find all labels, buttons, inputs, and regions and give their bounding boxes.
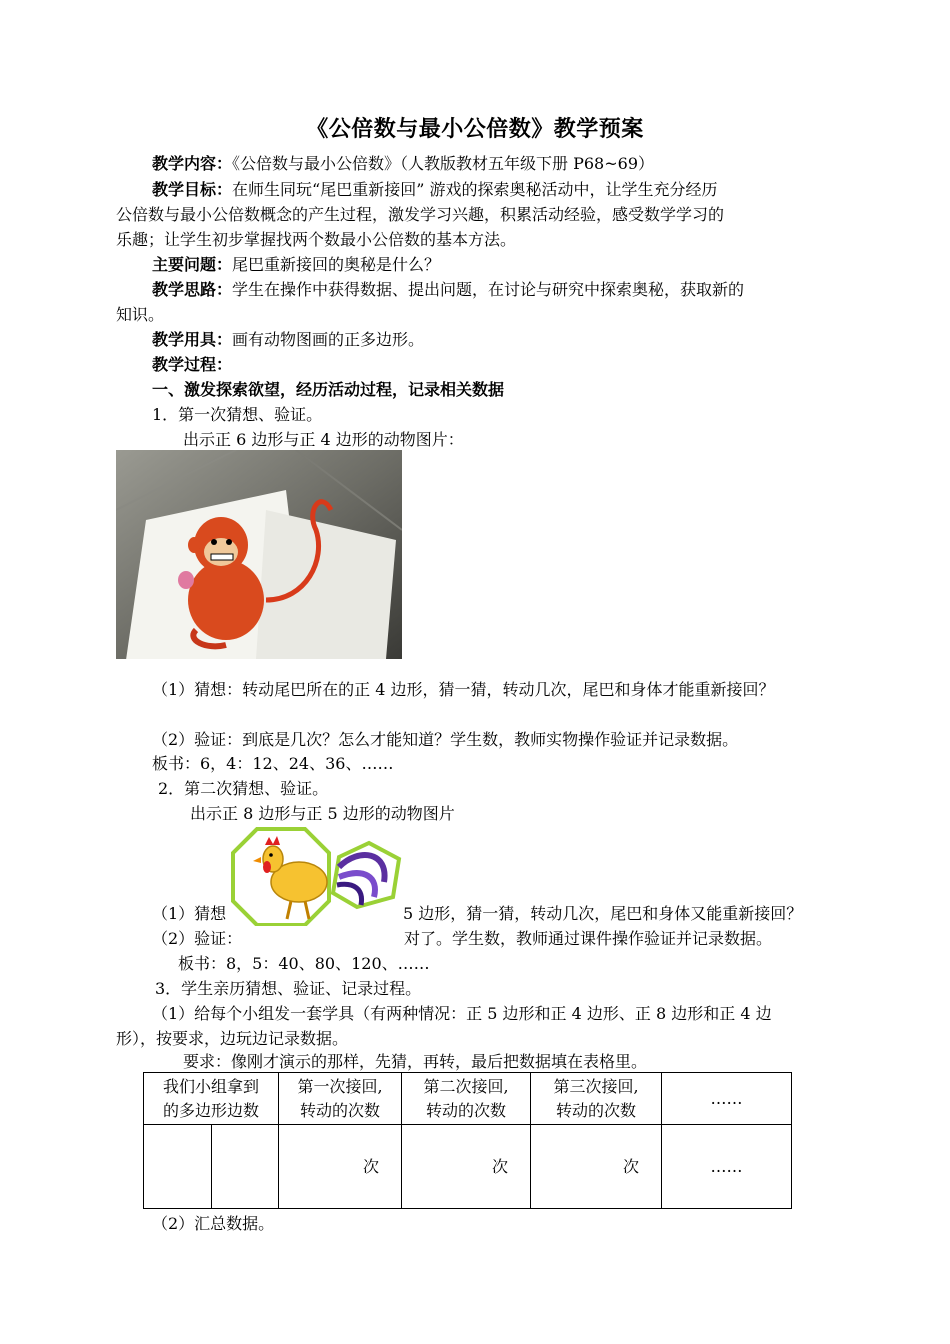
rooster-picture	[229, 827, 402, 926]
problem-line	[152, 252, 872, 277]
step-2-verify-end: 对了。学生数，教师通过课件操作验证并记录数据。	[404, 929, 773, 948]
header-first-line-2: 转动的次数	[300, 1100, 381, 1120]
step-1-show: 出示正 6 边形与正 4 边形的动物图片：	[183, 430, 464, 449]
cell-first-count[interactable]: 次	[279, 1125, 402, 1209]
cell-sides-a[interactable]	[144, 1125, 212, 1209]
header-first-line-1: 第一次接回,	[297, 1076, 383, 1096]
process-label: 教学过程：	[152, 355, 233, 374]
goal-line-1	[152, 177, 872, 202]
problem-text: 尾巴重新接回的奥秘是什么？	[232, 255, 441, 274]
step-3-title: 3．学生亲历猜想、验证、记录过程。	[155, 979, 422, 998]
step-2-verify-start: （2）验证：	[152, 929, 243, 948]
step-2-title: 2．第二次猜想、验证。	[158, 779, 329, 798]
tools-text: 画有动物图画的正多边形。	[232, 330, 425, 349]
step-2-guess-start: （1）猜想	[152, 904, 227, 923]
table-row	[144, 1125, 792, 1209]
tools-label: 教学用具：	[152, 330, 233, 349]
step-3-p2: （2）汇总数据。	[152, 1214, 275, 1233]
header-ellipsis: ……	[662, 1073, 792, 1125]
step-1-guess: （1）猜想：转动尾巴所在的正 4 边形，猜一猜，转动几次，尾巴和身体才能重新接回？	[152, 680, 775, 699]
record-table	[143, 1072, 792, 1209]
header-second-line-2: 转动的次数	[426, 1100, 507, 1120]
tools-line	[152, 327, 872, 352]
monkey-photo	[116, 450, 402, 659]
idea-text-1: 学生在操作中获得数据、提出问题，在讨论与研究中探索奥秘，获取新的	[232, 280, 745, 299]
goal-label: 教学目标：	[152, 180, 233, 199]
header-third	[531, 1073, 662, 1125]
step-2-guess-end: 5 边形，猜一猜，转动几次，尾巴和身体又能重新接回？	[403, 904, 803, 923]
step-3-requirement: 要求：像刚才演示的那样，先猜，再转，最后把数据填在表格里。	[183, 1052, 648, 1071]
header-first	[279, 1073, 402, 1125]
goal-text-1: 在师生同玩“尾巴重新接回” 游戏的探索奥秘活动中，让学生充分经历	[232, 180, 718, 199]
step-1-verify: （2）验证：到底是几次？怎么才能知道？学生数，教师实物操作验证并记录数据。	[152, 730, 739, 749]
header-third-line-1: 第三次接回,	[553, 1076, 639, 1096]
idea-line-1	[152, 277, 872, 302]
header-second-line-1: 第二次接回,	[423, 1076, 509, 1096]
step-2-show: 出示正 8 边形与正 5 边形的动物图片	[190, 804, 455, 823]
step-1-board: 板书：6，4：12、24、36、……	[152, 754, 394, 773]
rooster-graphic	[229, 827, 402, 926]
cell-third-count[interactable]: 次	[531, 1125, 662, 1209]
step-1-title: 1．第一次猜想、验证。	[152, 405, 323, 424]
cell-ellipsis: ……	[662, 1125, 792, 1209]
monkey-photo-graphic	[116, 450, 402, 659]
goal-line-2: 公倍数与最小公倍数概念的产生过程，激发学习兴趣，积累活动经验，感受数学学习的	[116, 205, 725, 224]
content-line	[152, 151, 872, 176]
header-third-line-2: 转动的次数	[556, 1100, 637, 1120]
goal-line-3: 乐趣；让学生初步掌握找两个数最小公倍数的基本方法。	[116, 230, 517, 249]
step-2-board: 板书：8，5：40、80、120、……	[178, 954, 430, 973]
problem-label: 主要问题：	[152, 255, 233, 274]
idea-line-2: 知识。	[116, 305, 165, 324]
content-text: 《公倍数与最小公倍数》（人教版教材五年级下册 P68~69）	[232, 154, 654, 173]
page-title: 《公倍数与最小公倍数》教学预案	[306, 116, 644, 142]
section-1-heading: 一、激发探索欲望，经历活动过程，记录相关数据	[152, 380, 505, 399]
content-label: 教学内容：	[152, 154, 233, 173]
header-second	[402, 1073, 531, 1125]
header-sides-line-2: 的多边形边数	[163, 1100, 260, 1120]
idea-label: 教学思路：	[152, 280, 233, 299]
header-sides-line-1: 我们小组拿到	[163, 1076, 260, 1096]
step-3-p1-line-1: （1）给每个小组发一套学具（有两种情况：正 5 边形和正 4 边形、正 8 边形和正 4 边	[152, 1004, 772, 1023]
cell-sides-b[interactable]	[212, 1125, 279, 1209]
table-header-row	[144, 1073, 792, 1125]
cell-second-count[interactable]: 次	[402, 1125, 531, 1209]
header-sides	[144, 1073, 279, 1125]
step-3-p1-line-2: 形），按要求，边玩边记录数据。	[116, 1029, 349, 1048]
